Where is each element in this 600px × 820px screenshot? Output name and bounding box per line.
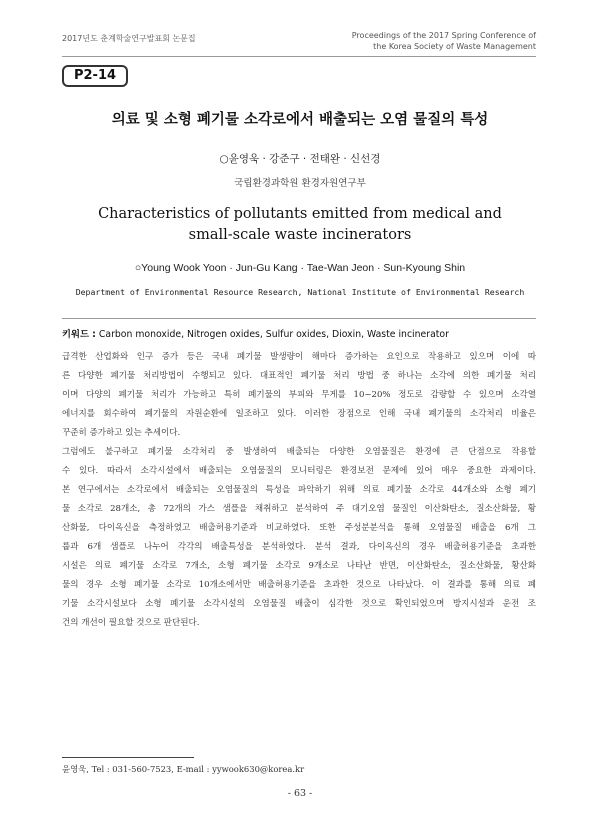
paper-code-badge: P2-14 (62, 65, 128, 87)
abstract-line: 그럼에도 불구하고 폐기물 소각처리 중 발생하여 배출되는 다양한 오염물질은 환경에 큰 단점으로 작용할 (62, 447, 536, 457)
header-rule (62, 56, 536, 57)
abstract-line: 본 연구에서는 소각로에서 배출되는 오염물질의 특성을 파악하기 위해 의료 폐기물 소각로 44개소와 소형 폐기 (62, 485, 536, 495)
abstract-line: 기물 소각시설보다 소형 폐기물 소각시설의 오염물질 배출이 심각한 것으로 확인되었으며 방지시설과 운전 조 (62, 599, 536, 609)
footnote: 윤영욱, Tel : 031-560-7523, E-mail : yywook630@korea.kr (62, 764, 305, 774)
page-number: - 63 - (287, 788, 313, 799)
abstract-body (62, 348, 536, 633)
affiliation-korean: 국립환경과학원 환경자원연구부 (234, 178, 366, 189)
keywords (62, 326, 449, 340)
abstract-line: 물의 경우 소형 폐기물 소각로 10개소에서만 배출허용기준을 초과한 것으로 나타났다. 이 결과를 통해 의료 폐 (62, 580, 536, 590)
running-header-right (352, 30, 536, 52)
running-header-left: 2017년도 춘계학술연구발표회 논문집 (62, 34, 196, 43)
keywords-rule (62, 318, 536, 319)
title-korean: 의료 및 소형 폐기물 소각로에서 배출되는 오염 물질의 특성 (111, 112, 489, 128)
abstract-line: 꾸준히 증가하고 있는 추세이다. (62, 428, 181, 438)
footnote-rule (62, 757, 194, 758)
title-english-line2: small-scale waste incinerators (188, 227, 412, 243)
abstract-line: 에너지를 회수하여 폐기물의 자원순환에 일조하고 있다. 이러한 장점으로 인해 국내 폐기물의 소각처리 비율은 (62, 409, 536, 419)
abstract-line: 이며 다양의 폐기물 처리가 가능하고 특히 폐기물의 부피와 무게를 10~20% 정도로 감량할 수 있으며 소각열 (62, 390, 536, 400)
authors-english: ○Young Wook Yoon · Jun-Gu Kang · Tae-Wan Jeon · Sun-Kyoung Shin (134, 262, 466, 274)
affiliation-english: Department of Environmental Resource Research, National Institute of Environmental Research (75, 287, 525, 297)
keywords-text: Carbon monoxide, Nitrogen oxides, Sulfur oxides, Dioxin, Waste incinerator (98, 329, 449, 340)
abstract-line: 시설은 의료 폐기물 소각로 7개소, 소형 폐기물 소각로 9개소로 나타난 반면, 이산화탄소, 질소산화물, 황산화 (62, 561, 536, 571)
abstract-line: 급격한 산업화와 인구 증가 등은 국내 폐기물 발생량이 해마다 증가하는 요인으로 작용하고 있으며 이에 따 (62, 352, 536, 362)
title-english (0, 204, 600, 246)
abstract-line: 물 소각로 28개소, 총 72개의 가스 샘플을 채취하고 분석하여 주 대기오염 물질인 이산화탄소, 질소산화물, 황 (62, 504, 536, 514)
running-header-right-line1: Proceedings of the 2017 Spring Conference of (351, 31, 536, 40)
running-header-right-line2: the Korea Society of Waste Management (373, 42, 536, 51)
authors-korean: ○윤영욱 · 강준구 · 전태완 · 신선경 (219, 153, 381, 165)
title-english-line1: Characteristics of pollutants emitted from medical and (98, 206, 502, 222)
keywords-label: 키워드 : (62, 329, 96, 340)
abstract-line: 건의 개선이 필요할 것으로 판단된다. (62, 618, 200, 628)
abstract-line: 른 다양한 폐기물 처리방법이 수행되고 있다. 대표적인 폐기물 처리 방법 중 하나는 소각에 의한 폐기물 처리 (62, 371, 536, 381)
abstract-line: 산화물, 다이옥신을 측정하였고 배출허용기준과 비교하였다. 또한 주성분분석을 통해 오염물질 배출을 6개 그 (62, 523, 536, 533)
abstract-line: 수 있다. 따라서 소각시설에서 배출되는 오염물질의 모니터링은 환경보전 문제에 있어 매우 중요한 과제이다. (62, 466, 536, 476)
abstract-line: 룹과 6개 샘플로 나누어 각각의 배출특성을 분석하였다. 분석 결과, 다이옥신의 경우 배출허용기준을 초과한 (62, 542, 536, 552)
